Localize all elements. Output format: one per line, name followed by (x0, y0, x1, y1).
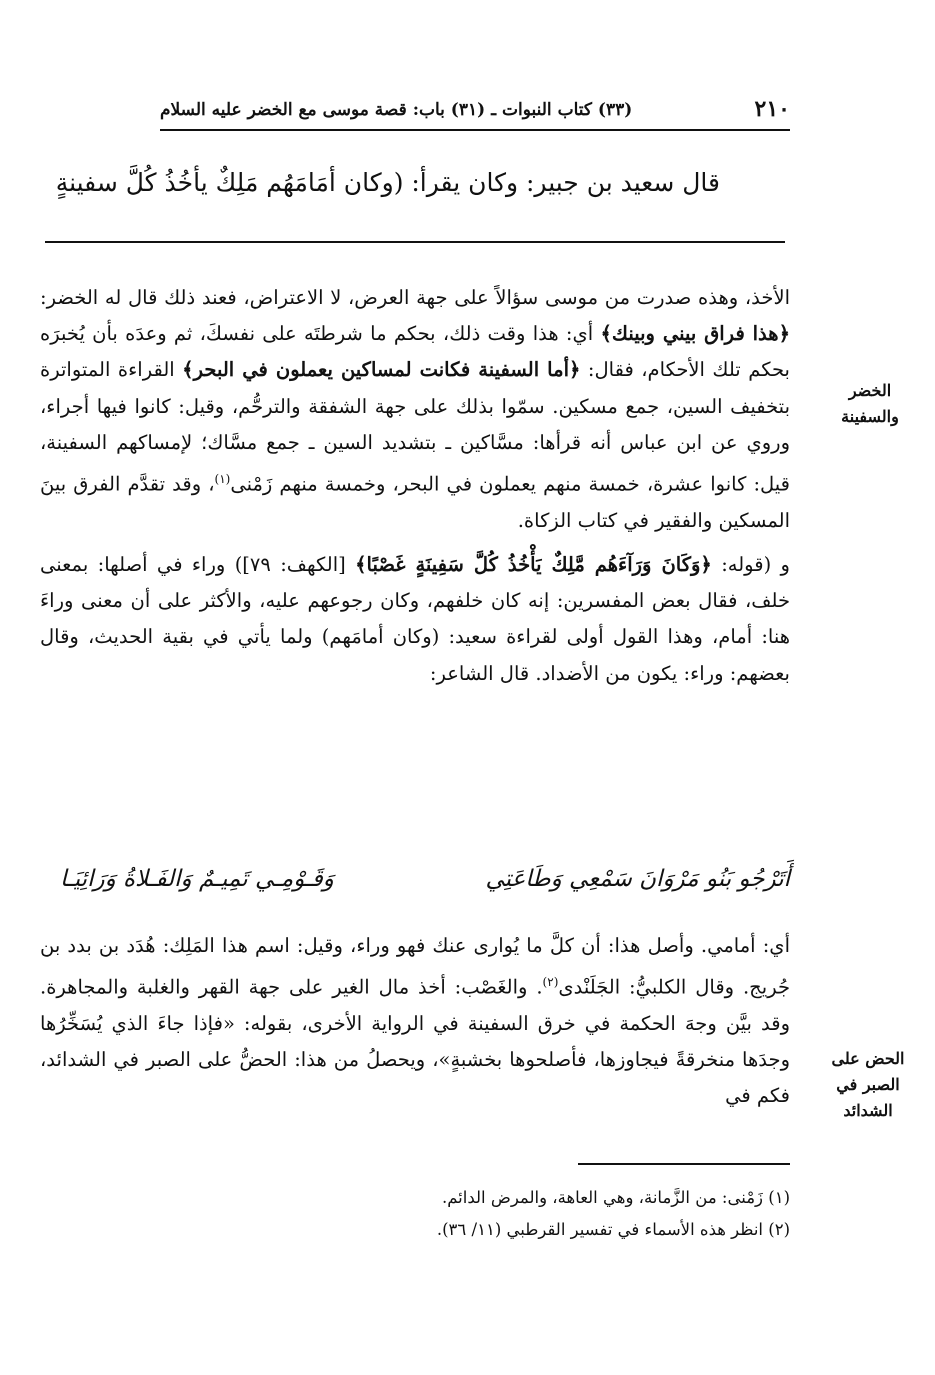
footnote-ref-1[interactable]: (١) (214, 472, 231, 487)
section-rule (45, 241, 785, 243)
paragraph-1: الأخذ، وهذه صدرت من موسى سؤالاً على جهة العرض، لا الاعتراض، فعند ذلك قال له الخضر: ﴿هذا فراق بيني وبينك﴾ أي: هذا وقت ذلك، بحكم ما شرطتَه على نفسكَ، ثم وعدَه بأن يُخبرَه بحكم تلك الأحكام، فقال: ﴿أما السفينة فكانت لمساكين يعملون في البحر﴾ القراءة المتواترة بتخفيف السين، جمع مسكين. سمّوا بذلك على جهة الشفقة والترحُّم، وقيل: كانوا فيها أجراء، وروي عن ابن عباس أنه قرأها: مسَّاكين ـ بتشديد السين ـ جمع مسَّاك؛ لإمساكهم السفينة، قيل: كانوا عشرة، خمسة منهم يعملون في البحر، وخمسة منهم زَمْنى$^{(١)}$، وقد تقدَّم الفرق بينَ المسكين والفقير في كتاب الزكاة. (40, 286, 791, 532)
verse-first-hemistich: أَتَرْجُو بَنُو مَرْوَانَ سَمْعِي وَطَاعَتِي (485, 866, 790, 892)
margin-note-patience: الحض على الصبر في الشدائد (831, 1049, 905, 1120)
main-text (40, 280, 790, 692)
footnote-rule (578, 1163, 790, 1165)
footnote-1: (١) زَمْنى: من الزَّمانة، وهي العاهة، والمرض الدائم. (441, 1188, 790, 1207)
header-rule (160, 129, 790, 131)
footnote-2: (٢) انظر هذه الأسماء في تفسير القرطبي (١١/ ٣٦). (436, 1220, 790, 1239)
margin-note-khidr-ship: الخضر والسفينة (841, 381, 899, 426)
quran-quote: ﴿هذا فراق بيني وبينك﴾ (600, 322, 791, 346)
carry-over-line: قال سعيد بن جبير: وكان يقرأ: (وكان أمَامَهُم مَلِكٌ يأخُذُ كُلَّ سفينةٍ (55, 168, 720, 197)
quran-quote: ﴿وَكَانَ وَرَآءَهُم مَّلِكٌ يَأْخُذُ كُلَّ سَفِينَةٍ غَصْبًا﴾ (355, 552, 712, 576)
page-number: ٢١٠ (754, 96, 790, 122)
running-title: (٣٣) كتاب النبوات ـ (٣١) باب: قصة موسى مع الخضر عليه السلام (160, 100, 633, 120)
footnote-ref-2[interactable]: (٢) (542, 975, 559, 990)
running-header (160, 96, 790, 130)
paragraph-3: أي: أمامي. وأصل هذا: أن كلَّ ما يُوارى عنك فهو وراء، وقيل: اسم هذا المَلِك: هُدَد بن بدد بن جُريج. وقال الكلبيُّ: الجَلَنْدى$^{(٢)}$. والغَصْب: أخذ مال الغير على جهة القهر والغلبة والمجاهرة. وقد بيَّن وجهَ الحكمة في خرق السفينة في الرواية الأخرى، بقوله: «فإذا جاءَ الذي يُسَخِّرُها وجدَها منخرقةً فيجاوزها، فأصلحوها بخشبةٍ»، ويحصلُ من هذا: الحضُّ على الصبر في الشدائد، فكم في (40, 934, 791, 1108)
quran-quote: ﴿أما السفينة فكانت لمساكين يعملون في البحر﴾ (182, 358, 581, 382)
verse-second-hemistich: وَقَـوْمِـي تَمِيـمٌ وَالفَـلاةُ وَرَائِيَـا (60, 866, 334, 892)
footnotes (200, 1182, 790, 1246)
main-text-continued (40, 928, 790, 1115)
poetry-verse (60, 866, 790, 914)
paragraph-2: و (قوله: ﴿وَكَانَ وَرَآءَهُم مَّلِكٌ يَأْخُذُ كُلَّ سَفِينَةٍ غَصْبًا﴾ [الكهف: ٧٩]) وراء في أصلها: بمعنى خلف، فقال بعض المفسرين: إنه كان خلفهم، وكان رجوعهم عليه، والأكثر على أن معنى وراءَ هنا: أمام، وهذا القول أولى لقراءة سعيد: (وكان أمامَهم) ولما يأتي في بقية الحديث، وقال بعضهم: وراء: يكون من الأضداد. قال الشاعر: (40, 552, 790, 685)
